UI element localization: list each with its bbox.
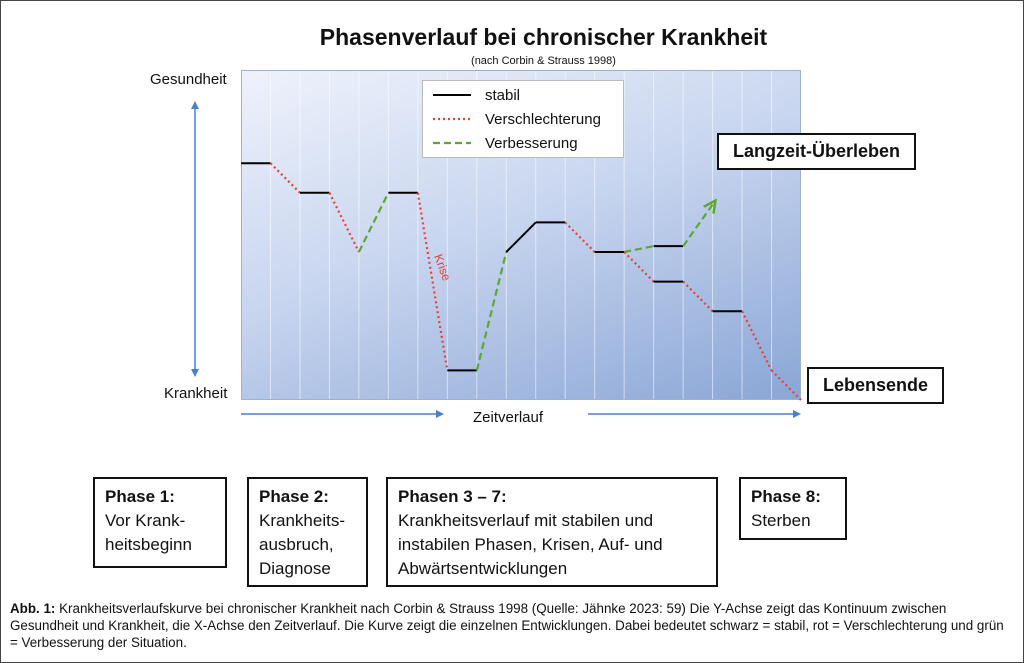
- phase-2-line-1: Krankheits-: [259, 511, 345, 530]
- legend-better-label: Verbesserung: [485, 135, 578, 152]
- phase-box-8: [739, 477, 847, 540]
- y-axis-top-label: Gesundheit: [150, 71, 227, 88]
- curve-segment-stable: [506, 222, 535, 252]
- phase-8-title: Phase 8:: [751, 487, 821, 506]
- caption-text: Krankheitsverlaufskurve bei chronischer Krankheit nach Corbin & Strauss 1998 (Quelle: Jähnke 2023: 59) Die Y-Achse zeigt das Kontinuum zwischen Gesundheit und Krankheit, die X-Achse den Zeitverlauf. Die Kurve zeigt die einzelnen Entwicklungen. Dabei bedeutet schwarz = stabil, rot = Verschlechterung und grün = Verbesserung der Situation.: [10, 601, 1004, 650]
- phase-3-7-line-1: Krankheitsverlauf mit stabilen und: [398, 511, 654, 530]
- y-axis-bottom-label: Krankheit: [164, 385, 228, 402]
- diagram-title: Phasenverlauf bei chronischer Krankheit: [319, 24, 768, 50]
- curve-segment-worse: [565, 222, 594, 252]
- curve-segments: [241, 163, 801, 400]
- curve-segment-worse: [329, 193, 358, 252]
- phase-3-7-line-2: instabilen Phasen, Krisen, Auf- und: [398, 535, 663, 554]
- curve-segment-worse: [683, 282, 712, 312]
- crisis-annotation: Krise: [431, 252, 454, 283]
- legend: [422, 80, 624, 158]
- phase-3-7-title: Phasen 3 – 7:: [398, 487, 507, 506]
- curve-segment-worse: [772, 370, 801, 400]
- phase-box-1: [93, 477, 227, 568]
- phase-1-line-2: heitsbeginn: [105, 535, 192, 554]
- figure-caption: [10, 600, 1010, 651]
- curve-segment-better: [359, 193, 388, 252]
- curve-segment-better: [624, 246, 653, 252]
- phase-2-title: Phase 2:: [259, 487, 329, 506]
- phase-8-line-1: Sterben: [751, 511, 811, 530]
- x-axis-label: Zeitverlauf: [473, 409, 544, 426]
- legend-worse-label: Verschlechterung: [485, 111, 601, 128]
- outcome-end-of-life: Lebensende: [807, 367, 944, 404]
- curve-segment-worse: [624, 252, 653, 282]
- curve-segment-better: [477, 252, 506, 370]
- phase-2-line-2: ausbruch,: [259, 535, 334, 554]
- phase-3-7-line-3: Abwärtsentwicklungen: [398, 559, 568, 578]
- curve-segment-better: [683, 205, 712, 246]
- curve-segment-worse: [742, 311, 771, 370]
- outcome-long-term: Langzeit-Überleben: [717, 133, 916, 170]
- legend-stable-label: stabil: [485, 87, 521, 104]
- phase-box-3-7: [386, 477, 718, 587]
- phase-1-title: Phase 1:: [105, 487, 175, 506]
- diagram-subtitle: (nach Corbin & Strauss 1998): [471, 55, 616, 67]
- phase-1-line-1: Vor Krank-: [105, 511, 186, 530]
- phase-2-line-3: Diagnose: [259, 559, 331, 578]
- caption-label: Abb. 1:: [10, 601, 56, 616]
- curve-segment-worse: [270, 163, 299, 193]
- phase-box-2: [247, 477, 368, 587]
